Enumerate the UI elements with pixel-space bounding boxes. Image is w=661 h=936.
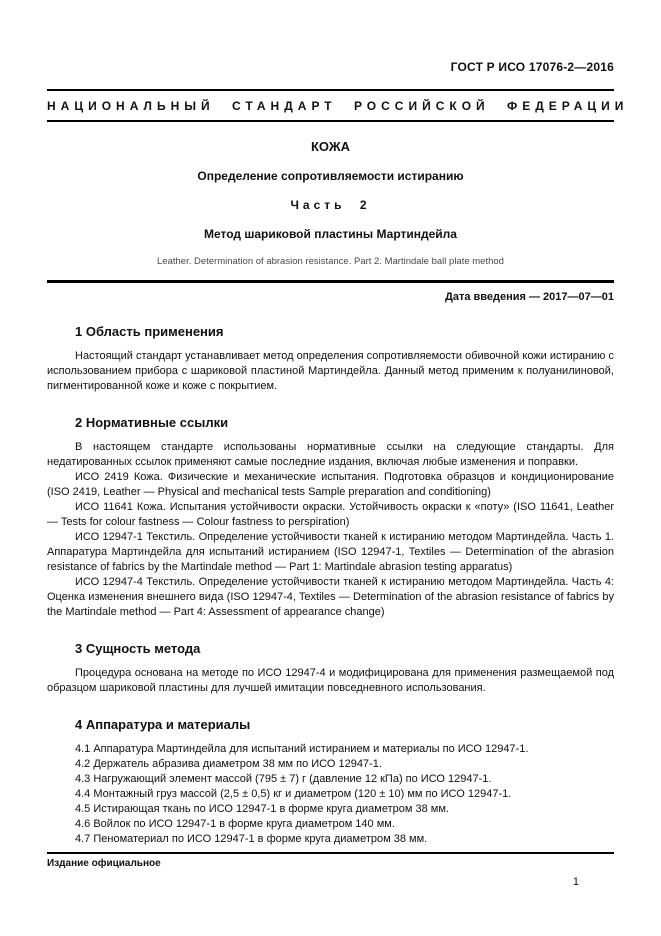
page-number: 1 xyxy=(572,876,579,888)
title-block-rule xyxy=(47,280,614,283)
apparatus-item: 4.7 Пеноматериал по ИСО 12947-1 в форме круга диаметром 38 мм. xyxy=(75,833,428,845)
apparatus-item: 4.3 Нагружающий элемент массой (795 ± 7) г (давление 12 кПа) по ИСО 12947-1. xyxy=(75,773,492,785)
apparatus-item: 4.6 Войлок по ИСО 12947-1 в форме круга диаметром 140 мм. xyxy=(75,818,395,830)
paragraph: Процедура основана на методе по ИСО 12947-4 и модифицирована для применения размещаемой под образцом шариковой пластины для лучшей имитации повседневного использования. xyxy=(47,667,614,694)
subject-title: КОЖА xyxy=(310,139,350,154)
reference-item: ИСО 12947-4 Текстиль. Определение устойчивости тканей к истиранию методом Мартиндейла. Часть 4: Оценка изменения внешнего вида (ISO 12947-4, Textiles — Determination of the abrasion resistance of fabrics by the Martindale method — Part 4: Assessment of appearance change) xyxy=(47,576,614,618)
doc-number: ГОСТ Р ИСО 17076-2—2016 xyxy=(450,60,614,74)
reference-item: ИСО 12947-1 Текстиль. Определение устойчивости тканей к истиранию методом Мартиндейла. Часть 1. Аппаратура Мартиндейла для испытаний истиранием (ISO 12947-1, Textiles — Determination of the abrasion resistance of fabrics by the Martindale method — Part 1: Martindale abrasion testing apparatus) xyxy=(47,531,614,573)
paragraph: В настоящем стандарте использованы нормативные ссылки на следующие стандарты. Для недатированных ссылок применяют самые последние издания, включая любые изменения и поправки. xyxy=(47,441,614,468)
reference-item: ИСО 2419 Кожа. Физические и механические испытания. Подготовка образцов и кондиционирование (ISO 2419, Leather — Physical and mechanical tests Sample preparation and conditioning) xyxy=(47,471,614,498)
apparatus-item: 4.1 Аппаратура Мартиндейла для испытаний истиранием и материалы по ИСО 12947-1. xyxy=(75,743,529,755)
official-edition-note: Издание официальное xyxy=(47,858,161,869)
introduction-date: Дата введения — 2017—07—01 xyxy=(445,291,614,303)
main-title: Определение сопротивляемости истиранию xyxy=(197,169,464,183)
apparatus-item: 4.2 Держатель абразива диаметром 38 мм по ИСО 12947-1. xyxy=(75,758,382,770)
section-heading-apparatus: 4 Аппаратура и материалы xyxy=(75,717,251,732)
section-heading-principle: 3 Сущность метода xyxy=(75,641,201,656)
header-rule-bottom xyxy=(47,120,614,122)
part-title: Часть 2 xyxy=(290,198,371,212)
section-heading-normative-references: 2 Нормативные ссылки xyxy=(75,415,229,430)
method-title: Метод шариковой пластины Мартиндейла xyxy=(204,227,457,241)
document-body xyxy=(47,324,614,847)
english-title: Leather. Determination of abrasion resistance. Part 2. Martindale ball plate method xyxy=(157,256,504,267)
paragraph: Настоящий стандарт устанавливает метод определения сопротивляемости обивочной кожи истиранию с использованием прибора с шариковой пластиной Мартиндейла. Данный метод применим к полуанилиновой, пигментированной коже и коже с покрытием. xyxy=(47,350,614,392)
reference-item: ИСО 11641 Кожа. Испытания устойчивости окраски. Устойчивость окраски к «поту» (ISO 11641, Leather — Tests for colour fastness — Colour fastness to perspiration) xyxy=(47,501,614,528)
page-footer xyxy=(47,852,614,888)
federation-standard-title: НАЦИОНАЛЬНЫЙ СТАНДАРТ РОССИЙСКОЙ ФЕДЕРАЦИИ xyxy=(47,99,629,113)
apparatus-item: 4.4 Монтажный груз массой (2,5 ± 0,5) кг и диаметром (120 ± 10) мм по ИСО 12947-1. xyxy=(75,788,512,800)
header-rule-top xyxy=(47,89,614,91)
footer-rule xyxy=(47,852,614,854)
section-heading-scope: 1 Область применения xyxy=(75,324,224,339)
apparatus-item: 4.5 Истирающая ткань по ИСО 12947-1 в форме круга диаметром 38 мм. xyxy=(75,803,449,815)
